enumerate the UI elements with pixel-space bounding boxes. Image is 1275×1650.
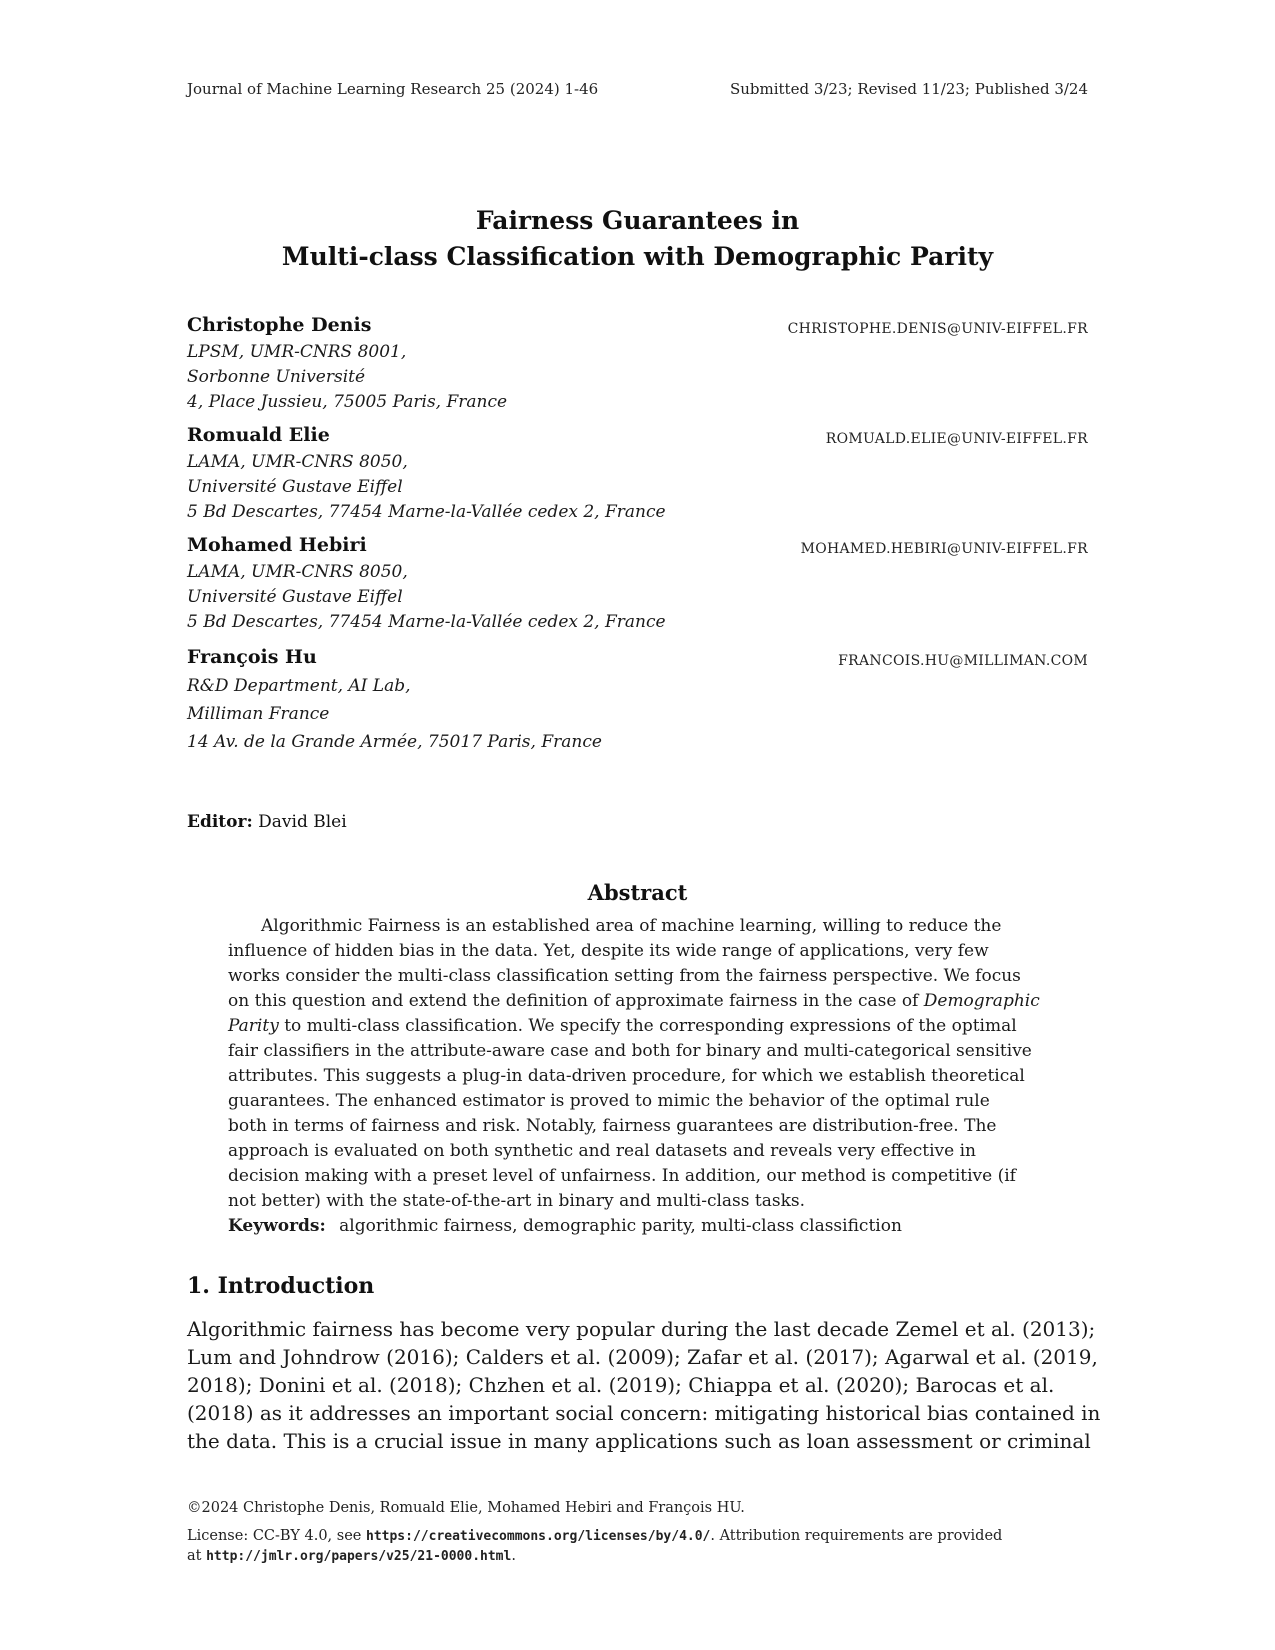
license-prefix: License: CC-BY 4.0, see (187, 1528, 362, 1544)
section-heading: 1. Introduction (187, 1273, 375, 1299)
author-name: Mohamed Hebiri (187, 534, 367, 556)
editor-line (187, 812, 347, 832)
attribution-suffix: . (511, 1548, 516, 1564)
attribution-link[interactable]: http://jmlr.org/papers/v25/21-0000.html (206, 1549, 512, 1564)
author-name: Romuald Elie (187, 424, 330, 446)
author-name: François Hu (187, 646, 317, 668)
abstract-line (228, 1016, 1017, 1036)
author-affiliation-line: LPSM, UMR-CNRS 8001, (187, 342, 407, 362)
attribution-prefix: at (187, 1548, 202, 1564)
keywords-line (228, 1216, 902, 1236)
license-line (187, 1528, 1002, 1544)
abstract-line: guarantees. The enhanced estimator is proved to mimic the behavior of the optimal rule (228, 1091, 990, 1111)
copyright-notice: ©2024 Christophe Denis, Romuald Elie, Mohamed Hebiri and François HU. (187, 1500, 745, 1516)
editor-name: David Blei (258, 812, 347, 832)
author-affiliation-line: Sorbonne Université (187, 367, 366, 387)
intro-line: Algorithmic fairness has become very popular during the last decade Zemel et al. (2013); (187, 1317, 1096, 1341)
intro-line: the data. This is a crucial issue in many applications such as loan assessment or criminal (187, 1429, 1091, 1453)
license-suffix: . Attribution requirements are provided (710, 1528, 1003, 1544)
abstract-emphasis: Demographic (923, 991, 1040, 1011)
license-link[interactable]: https://creativecommons.org/licenses/by/4.0/ (366, 1529, 711, 1544)
author-affiliation-line: 4, Place Jussieu, 75005 Paris, France (187, 392, 508, 412)
abstract-line: not better) with the state-of-the-art in binary and multi-class tasks. (228, 1191, 806, 1211)
abstract-text: to multi-class classification. We specify the corresponding expressions of the optimal (284, 1016, 1017, 1036)
paper-title-line-1: Fairness Guarantees in (475, 206, 800, 235)
abstract-line: fair classifiers in the attribute-aware case and both for binary and multi-categorical sensitive (228, 1041, 1032, 1061)
author-email[interactable]: ROMUALD.ELIE@UNIV-EIFFEL.FR (825, 431, 1088, 447)
author-affiliation-line: 5 Bd Descartes, 77454 Marne-la-Vallée cedex 2, France (187, 502, 666, 522)
abstract-line: attributes. This suggests a plug-in data-driven procedure, for which we establish theoretical (228, 1066, 1025, 1086)
intro-line: Lum and Johndrow (2016); Calders et al. (2009); Zafar et al. (2017); Agarwal et al. (2019, (187, 1345, 1098, 1369)
author-affiliation-line: 14 Av. de la Grande Armée, 75017 Paris, France (187, 732, 602, 752)
abstract-line: influence of hidden bias in the data. Yet, despite its wide range of applications, very few (228, 941, 989, 961)
paper-title-line-2: Multi-class Classification with Demographic Parity (281, 242, 994, 271)
intro-line: 2018); Donini et al. (2018); Chzhen et al. (2019); Chiappa et al. (2020); Barocas et al. (187, 1373, 1055, 1397)
keywords-label: Keywords: (228, 1216, 326, 1236)
author-affiliation-line: R&D Department, AI Lab, (187, 676, 411, 696)
author-name: Christophe Denis (187, 314, 372, 336)
abstract-line: Algorithmic Fairness is an established area of machine learning, willing to reduce the (261, 916, 1002, 936)
author-email[interactable]: MOHAMED.HEBIRI@UNIV-EIFFEL.FR (800, 541, 1088, 557)
attribution-line (187, 1548, 516, 1564)
intro-line: (2018) as it addresses an important social concern: mitigating historical bias contained in (187, 1401, 1101, 1425)
author-affiliation-line: Université Gustave Eiffel (187, 477, 403, 497)
editor-label: Editor: (187, 812, 253, 832)
publication-dates: Submitted 3/23; Revised 11/23; Published 3/24 (729, 80, 1088, 98)
author-email[interactable]: FRANCOIS.HU@MILLIMAN.COM (838, 653, 1088, 669)
abstract-line: decision making with a preset level of unfairness. In addition, our method is competitive (if (228, 1166, 1016, 1186)
author-affiliation-line: 5 Bd Descartes, 77454 Marne-la-Vallée cedex 2, France (187, 612, 666, 632)
abstract-line (228, 991, 1040, 1011)
author-affiliation-line: LAMA, UMR-CNRS 8050, (187, 562, 408, 582)
abstract-line: approach is evaluated on both synthetic and real datasets and reveals very effective in (228, 1141, 976, 1161)
abstract-heading: Abstract (587, 880, 688, 905)
author-affiliation-line: LAMA, UMR-CNRS 8050, (187, 452, 408, 472)
abstract-text: on this question and extend the definition of approximate fairness in the case of (228, 991, 919, 1011)
keywords-text: algorithmic fairness, demographic parity, multi-class classifiction (339, 1216, 902, 1236)
author-email[interactable]: CHRISTOPHE.DENIS@UNIV-EIFFEL.FR (787, 321, 1088, 337)
abstract-line: works consider the multi-class classification setting from the fairness perspective. We focus (228, 966, 1021, 986)
journal-header: Journal of Machine Learning Research 25 (2024) 1-46 (187, 80, 599, 98)
author-affiliation-line: Milliman France (187, 704, 330, 724)
abstract-emphasis: Parity (228, 1016, 279, 1036)
abstract-line: both in terms of fairness and risk. Notably, fairness guarantees are distribution-free. The (228, 1116, 997, 1136)
author-affiliation-line: Université Gustave Eiffel (187, 587, 403, 607)
